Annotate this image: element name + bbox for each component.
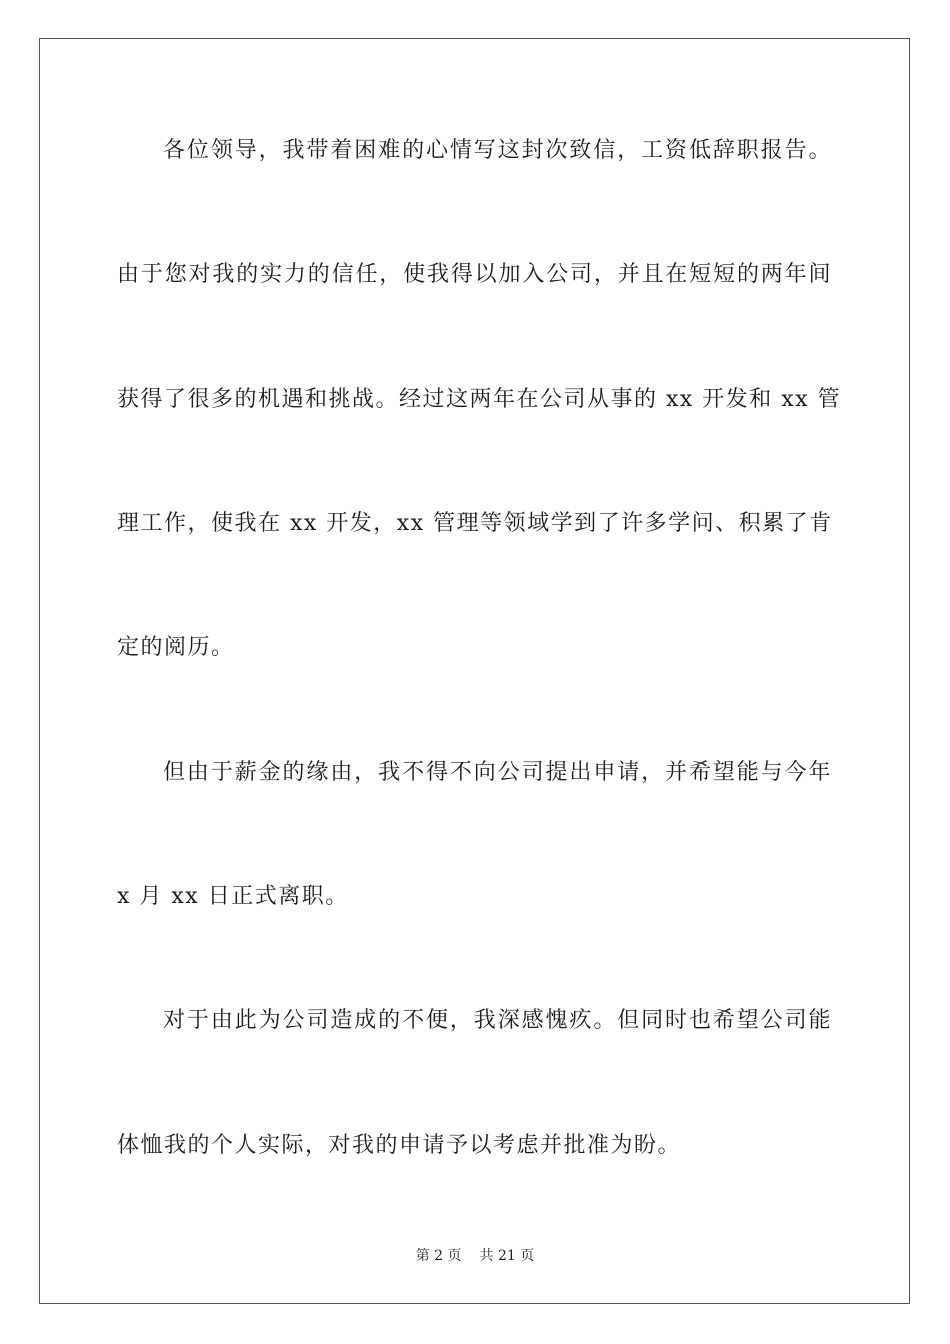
page-footer	[0, 1247, 950, 1265]
page-number: 第 2 页	[415, 1248, 462, 1264]
paragraph-1-line-4: 理工作，使我在 xx 开发，xx 管理等领域学到了许多学问、积累了肯	[117, 511, 833, 536]
paragraph-2-line-1: 但由于薪金的缘由，我不得不向公司提出申请，并希望能与今年	[163, 760, 832, 785]
page-total: 共 21 页	[479, 1248, 535, 1264]
paragraph-3-line-1: 对于由此为公司造成的不便，我深感愧疚。但同时也希望公司能	[163, 1008, 832, 1033]
paragraph-3-line-2: 体恤我的个人实际，对我的申请予以考虑并批准为盼。	[117, 1133, 682, 1158]
paragraph-1-line-1: 各位领导，我带着困难的心情写这封次致信，工资低辞职报告。	[163, 138, 832, 163]
paragraph-1-line-5: 定的阅历。	[117, 635, 235, 660]
paragraph-1-line-2: 由于您对我的实力的信任，使我得以加入公司，并且在短短的两年间	[117, 262, 832, 287]
page-frame	[39, 38, 910, 1304]
paragraph-2-line-2: x 月 xx 日正式离职。	[117, 884, 349, 909]
paragraph-1-line-3: 获得了很多的机遇和挑战。经过这两年在公司从事的 xx 开发和 xx 管	[117, 387, 842, 412]
